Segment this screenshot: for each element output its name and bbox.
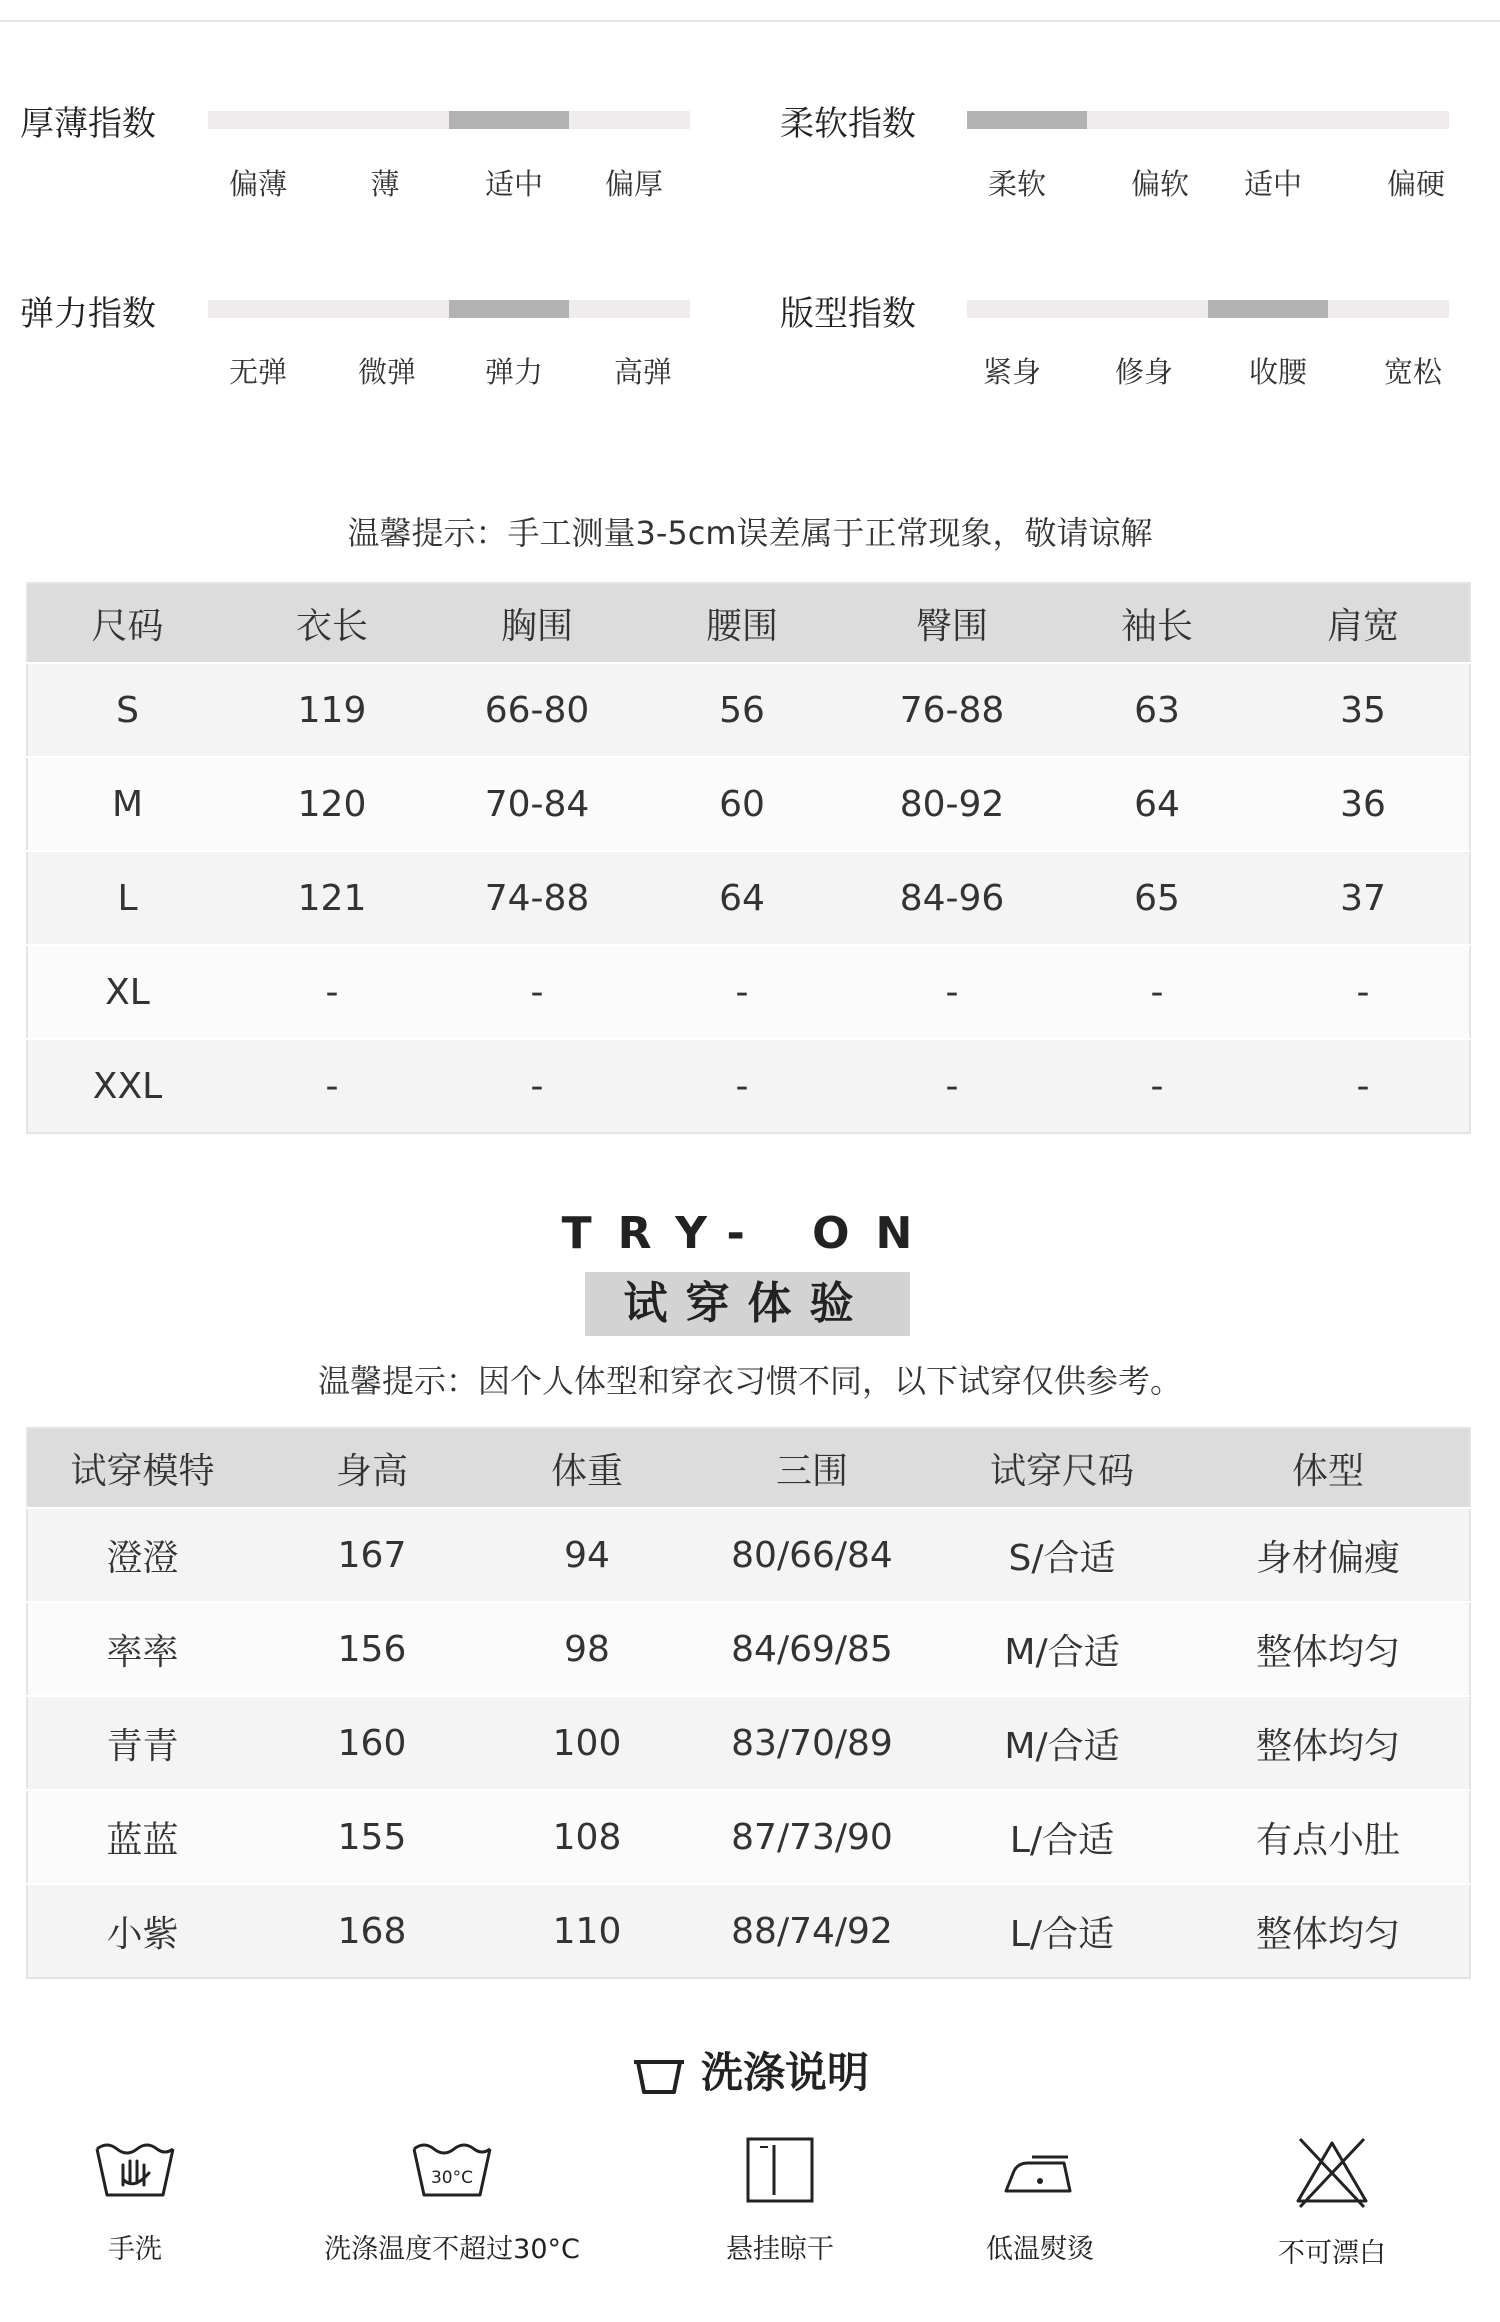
- table-cell: 64: [1057, 757, 1257, 851]
- wash-30c-icon: [410, 2135, 494, 2205]
- size-table-header: [27, 583, 1470, 663]
- table-cell: 168: [257, 1884, 487, 1978]
- table-cell: XXL: [27, 1039, 227, 1133]
- no-bleach-icon: [1290, 2135, 1374, 2209]
- table-cell: 160: [257, 1696, 487, 1790]
- index-label: 紧身: [982, 355, 1042, 389]
- table-cell: 80/66/84: [687, 1508, 937, 1602]
- header-cell: 臀围: [847, 583, 1057, 663]
- table-cell: L/合适: [937, 1790, 1187, 1884]
- care-item-no-bleach: [1182, 2135, 1482, 2270]
- table-cell: -: [1257, 1039, 1470, 1133]
- table-cell: 84/69/85: [687, 1602, 937, 1696]
- index-label: 适中: [1243, 167, 1303, 201]
- table-cell: M/合适: [937, 1696, 1187, 1790]
- table-cell: -: [637, 1039, 847, 1133]
- table-cell: 36: [1257, 757, 1470, 851]
- hang-dry-icon: [738, 2135, 822, 2205]
- table-cell: 有点小肚: [1187, 1790, 1470, 1884]
- header-cell: 身高: [257, 1428, 487, 1508]
- index-label: 高弹: [613, 355, 673, 389]
- table-cell: 80-92: [847, 757, 1057, 851]
- table-cell: 澄澄: [27, 1508, 257, 1602]
- table-cell: -: [227, 945, 437, 1039]
- index-label: 微弹: [357, 355, 417, 389]
- table-cell: 83/70/89: [687, 1696, 937, 1790]
- index-label: 无弹: [228, 355, 288, 389]
- table-cell: 76-88: [847, 663, 1057, 757]
- table-cell: 74-88: [437, 851, 637, 945]
- table-cell: 70-84: [437, 757, 637, 851]
- care-label: 低温熨烫: [986, 2234, 1094, 2265]
- table-cell: 身材偏瘦: [1187, 1508, 1470, 1602]
- header-cell: 肩宽: [1257, 583, 1470, 663]
- table-row: [27, 945, 1470, 1039]
- care-item-wash-30: [302, 2135, 602, 2266]
- table-cell: -: [437, 1039, 637, 1133]
- table-cell: M: [27, 757, 227, 851]
- table-cell: 56: [637, 663, 847, 757]
- header-cell: 尺码: [27, 583, 227, 663]
- table-cell: 155: [257, 1790, 487, 1884]
- index-title: 弹力指数: [20, 294, 156, 334]
- index-bar: [208, 111, 690, 129]
- index-label: 柔软: [987, 167, 1047, 201]
- size-note: 温馨提示：手工测量3-5cm误差属于正常现象，敬请谅解: [347, 514, 1153, 552]
- care-item-low-iron: [890, 2135, 1190, 2266]
- index-label: 偏硬: [1386, 167, 1446, 201]
- care-label: 洗涤温度不超过30°C: [324, 2234, 580, 2265]
- header-cell: 胸围: [437, 583, 637, 663]
- table-cell: 119: [227, 663, 437, 757]
- table-cell: 167: [257, 1508, 487, 1602]
- table-cell: -: [637, 945, 847, 1039]
- index-label: 宽松: [1383, 355, 1443, 389]
- table-cell: -: [847, 945, 1057, 1039]
- care-label: 悬挂晾干: [726, 2234, 834, 2265]
- tryon-table: [26, 1427, 1471, 1979]
- care-title: 洗涤说明: [700, 2048, 869, 2097]
- table-row: [27, 1696, 1470, 1790]
- index-bar: [208, 300, 690, 318]
- index-label: 修身: [1114, 355, 1174, 389]
- table-cell: 小紫: [27, 1884, 257, 1978]
- care-label: 手洗: [108, 2234, 162, 2265]
- index-bar-fill: [967, 111, 1087, 129]
- table-cell: 94: [487, 1508, 687, 1602]
- table-row: [27, 663, 1470, 757]
- table-row: [27, 1039, 1470, 1133]
- table-cell: 60: [637, 757, 847, 851]
- care-heading: [0, 2040, 1500, 2100]
- table-cell: 66-80: [437, 663, 637, 757]
- index-bar-fill: [449, 111, 569, 129]
- table-cell: -: [1257, 945, 1470, 1039]
- table-row: [27, 1508, 1470, 1602]
- index-label: 适中: [484, 167, 544, 201]
- table-cell: 65: [1057, 851, 1257, 945]
- table-cell: 120: [227, 757, 437, 851]
- table-cell: 87/73/90: [687, 1790, 937, 1884]
- table-cell: -: [437, 945, 637, 1039]
- table-cell: 121: [227, 851, 437, 945]
- table-cell: -: [227, 1039, 437, 1133]
- table-cell: M/合适: [937, 1602, 1187, 1696]
- header-cell: 三围: [687, 1428, 937, 1508]
- index-label: 弹力: [484, 355, 544, 389]
- header-cell: 腰围: [637, 583, 847, 663]
- low-iron-icon: [998, 2135, 1082, 2205]
- table-cell: -: [847, 1039, 1057, 1133]
- tryon-title-en: TRY- ON: [561, 1208, 939, 1259]
- table-row: [27, 1790, 1470, 1884]
- table-cell: 整体均匀: [1187, 1696, 1470, 1790]
- table-cell: 84-96: [847, 851, 1057, 945]
- size-table: [26, 582, 1471, 1134]
- table-cell: 37: [1257, 851, 1470, 945]
- table-cell: 100: [487, 1696, 687, 1790]
- header-cell: 体型: [1187, 1428, 1470, 1508]
- table-cell: 64: [637, 851, 847, 945]
- index-label: 薄: [370, 167, 400, 201]
- tryon-table-header: [27, 1428, 1470, 1508]
- table-cell: XL: [27, 945, 227, 1039]
- table-row: [27, 1884, 1470, 1978]
- index-bar-fill: [1208, 300, 1328, 318]
- table-cell: L: [27, 851, 227, 945]
- index-bar: [967, 111, 1449, 129]
- top-divider: [0, 20, 1500, 22]
- table-cell: -: [1057, 1039, 1257, 1133]
- table-row: [27, 851, 1470, 945]
- index-bar: [967, 300, 1449, 318]
- header-cell: 袖长: [1057, 583, 1257, 663]
- table-cell: 110: [487, 1884, 687, 1978]
- table-cell: 整体均匀: [1187, 1884, 1470, 1978]
- table-cell: 率率: [27, 1602, 257, 1696]
- table-cell: 35: [1257, 663, 1470, 757]
- care-item-hang-dry: [630, 2135, 930, 2266]
- care-label: 不可漂白: [1278, 2238, 1386, 2269]
- table-cell: 156: [257, 1602, 487, 1696]
- table-cell: L/合适: [937, 1884, 1187, 1978]
- wash-temp-text: 30°C: [430, 2168, 474, 2188]
- index-label: 偏软: [1130, 167, 1190, 201]
- care-item-hand-wash: [0, 2135, 285, 2266]
- table-cell: 整体均匀: [1187, 1602, 1470, 1696]
- index-label: 偏厚: [604, 167, 664, 201]
- table-cell: 63: [1057, 663, 1257, 757]
- index-label: 偏薄: [228, 167, 288, 201]
- table-cell: S/合适: [937, 1508, 1187, 1602]
- header-cell: 衣长: [227, 583, 437, 663]
- table-cell: S: [27, 663, 227, 757]
- table-row: [27, 757, 1470, 851]
- index-bar-fill: [449, 300, 569, 318]
- table-cell: 青青: [27, 1696, 257, 1790]
- table-cell: 108: [487, 1790, 687, 1884]
- header-cell: 试穿尺码: [937, 1428, 1187, 1508]
- basin-icon: [631, 2054, 687, 2098]
- table-cell: 98: [487, 1602, 687, 1696]
- table-row: [27, 1602, 1470, 1696]
- index-title: 柔软指数: [780, 104, 916, 144]
- index-title: 厚薄指数: [20, 104, 156, 144]
- header-cell: 体重: [487, 1428, 687, 1508]
- tryon-title-cn: 试穿体验: [585, 1272, 910, 1336]
- index-label: 收腰: [1248, 355, 1308, 389]
- table-cell: 88/74/92: [687, 1884, 937, 1978]
- header-cell: 试穿模特: [27, 1428, 257, 1508]
- hand-wash-icon: [93, 2135, 177, 2205]
- table-cell: 蓝蓝: [27, 1790, 257, 1884]
- index-title: 版型指数: [780, 294, 916, 334]
- tryon-note: 温馨提示：因个人体型和穿衣习惯不同，以下试穿仅供参考。: [317, 1362, 1182, 1400]
- table-cell: -: [1057, 945, 1257, 1039]
